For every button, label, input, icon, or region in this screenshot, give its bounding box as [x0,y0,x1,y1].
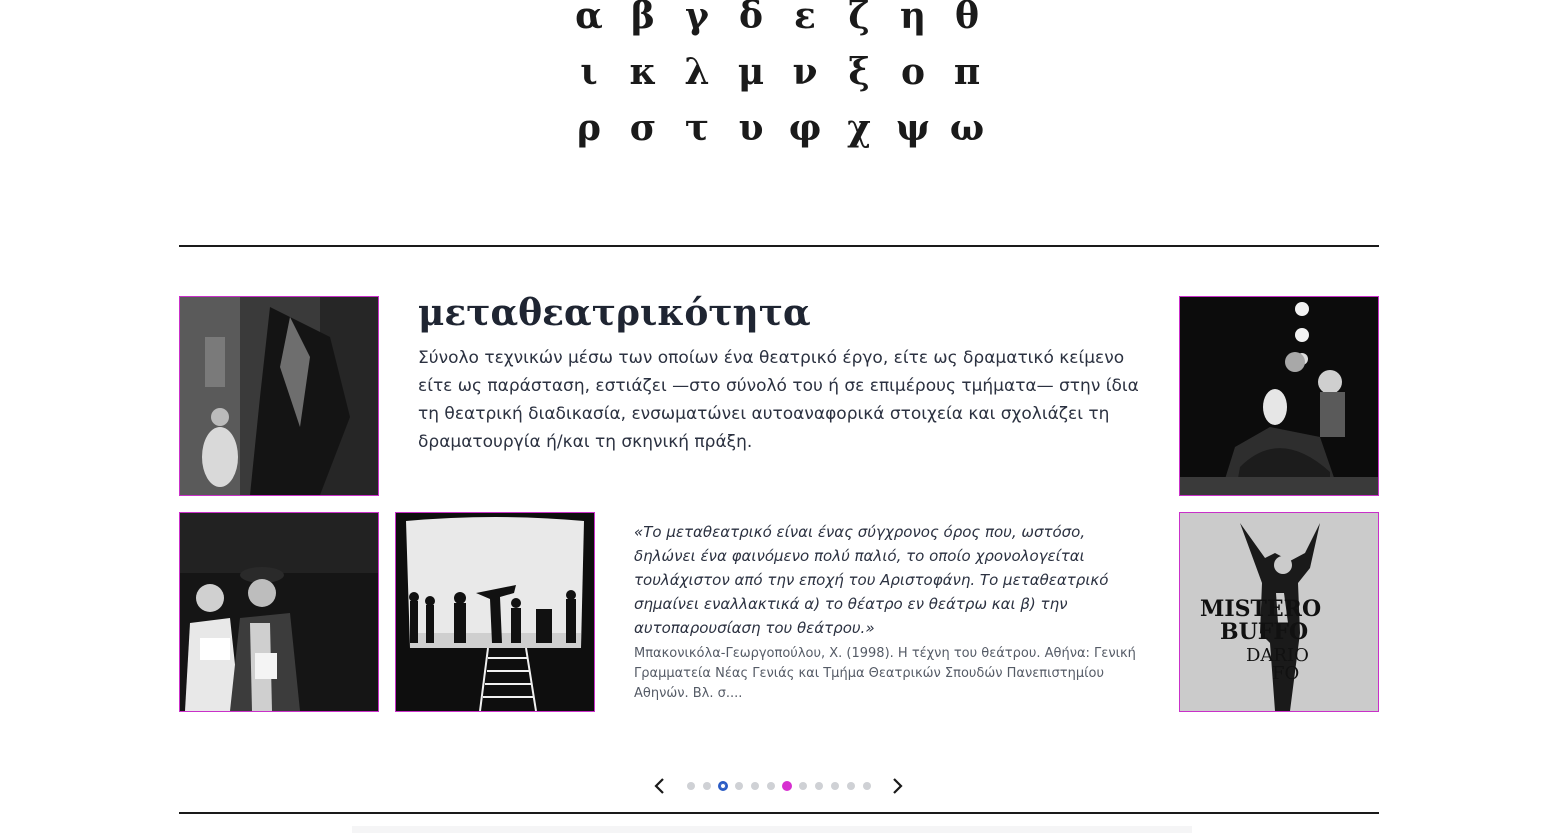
alphabet-letter[interactable]: ω [949,107,985,149]
poster-thumbnail-mistero-buffo[interactable] [1179,512,1379,712]
alphabet-letter[interactable]: ζ [848,0,870,37]
photo-dancers-image [180,297,378,495]
poster-line1: MISTERO [1200,596,1322,622]
alphabet-letter[interactable]: υ [738,107,764,149]
carousel-dot[interactable] [863,782,871,790]
photo-thumbnail-stage-performers[interactable] [1179,296,1379,496]
alphabet-letter[interactable]: μ [737,51,765,93]
carousel-dot[interactable] [687,782,695,790]
carousel-dot[interactable] [751,782,759,790]
entry-quote: «Το μεταθεατρικό είναι ένας σύγχρονος όρος που, ωστόσο, δηλώνει ένα φαινόμενο πολύ παλιό, το οποίο χρονολογείται τουλάχιστον από την εποχή του Αριστοφάνη. Το μεταθεατρικό σημαίνει εναλλακτικά α) το θέατρο εν θεάτρω και β) την αυτοπαρουσίαση του θεάτρου.» [634,523,1109,637]
alphabet-letter[interactable]: ο [900,51,925,93]
carousel-pagination [683,778,875,794]
alphabet-letter[interactable]: ξ [848,51,870,93]
alphabet-letter[interactable]: ρ [577,107,601,149]
alphabet-letter[interactable]: ε [794,0,816,37]
next-section-edge [352,826,1192,833]
carousel-dot[interactable] [847,782,855,790]
photo-thumbnail-silhouettes[interactable] [395,512,595,712]
alphabet-index [562,0,994,156]
carousel-dot[interactable] [799,782,807,790]
poster-line4: FO [1272,663,1300,684]
poster-line3: DARIO [1246,645,1309,666]
carousel-dot[interactable] [735,782,743,790]
photo-silhouettes-image [396,513,594,711]
photo-thumbnail-dancers[interactable] [179,296,379,496]
alphabet-letter[interactable]: ι [580,51,598,93]
alphabet-letter[interactable]: κ [629,51,657,93]
alphabet-letter[interactable]: λ [684,51,710,93]
carousel-dot[interactable] [782,781,792,791]
alphabet-letter[interactable]: φ [788,107,822,149]
carousel-next-button[interactable] [885,774,909,798]
entry-title: μεταθεατρικότητα [418,292,811,334]
alphabet-letter[interactable]: σ [629,107,657,149]
entry-citation: Μπακονικόλα-Γεωργοπούλου, Χ. (1998). Η τέχνη του θεάτρου. Αθήνα: Γενική Γραμματεία Νέας Γενιάς και Τμήμα Θεατρικών Σπουδών Πανεπιστημίου Αθηνών. Βλ. σ.... [634,646,1136,701]
poster-mistero-buffo-image [1180,513,1378,711]
carousel-dot[interactable] [703,782,711,790]
alphabet-letter[interactable]: γ [685,0,709,37]
carousel-dot[interactable] [831,782,839,790]
alphabet-letter[interactable]: χ [847,107,871,149]
alphabet-letter[interactable]: α [575,0,603,37]
alphabet-letter[interactable]: π [953,51,981,93]
alphabet-letter[interactable]: β [631,0,655,37]
alphabet-letter[interactable]: ν [792,51,818,93]
poster-line2: BUFFO [1220,619,1309,645]
alphabet-letter[interactable]: δ [738,0,763,37]
carousel-dot[interactable] [718,781,728,791]
carousel-dot[interactable] [815,782,823,790]
carousel-prev-button[interactable] [648,774,672,798]
entry-definition: Σύνολο τεχνικών μέσω των οποίων ένα θεατρικό έργο, είτε ως δραματικό κείμενο είτε ως παράσταση, εστιάζει —στο σύνολό του ή σε επιμέρους τμήματα— στην ίδια τη θεατρική διαδικασία, ενσωματώνει αυτοαναφορικά στοιχεία και σχολιάζει τη δραματουργία ή/και τη σκηνική πράξη. [418,348,1139,452]
alphabet-letter[interactable]: θ [954,0,979,37]
top-divider [179,245,1379,247]
photo-actors-reading-image [180,513,378,711]
carousel-dot[interactable] [767,782,775,790]
alphabet-letter[interactable]: ψ [896,107,930,149]
chevron-right-icon [890,777,904,795]
photo-stage-performers-image [1180,297,1378,495]
photo-thumbnail-actors-reading[interactable] [179,512,379,712]
bottom-divider [179,812,1379,814]
chevron-left-icon [653,777,667,795]
alphabet-letter[interactable]: τ [684,107,710,149]
alphabet-letter[interactable]: η [899,0,927,37]
